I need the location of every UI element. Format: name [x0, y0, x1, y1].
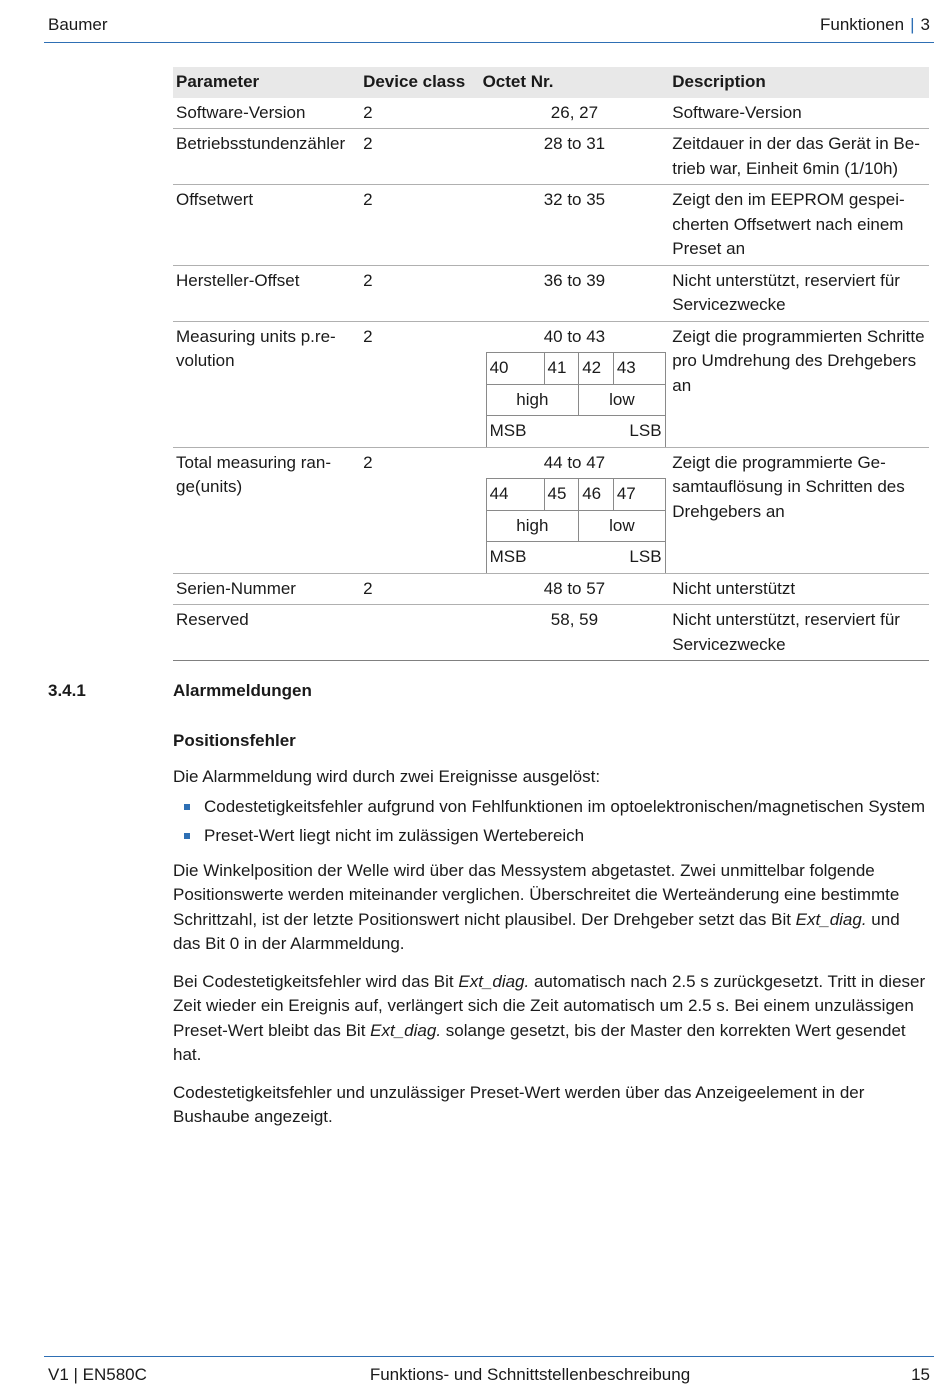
cell-parameter: Offsetwert: [173, 185, 360, 266]
cell-device-class: 2: [360, 265, 479, 321]
parameter-table: [173, 67, 929, 661]
col-header-description: Description: [669, 67, 929, 98]
paragraph-angle-check: [173, 859, 929, 957]
byte-number: 43: [613, 353, 665, 385]
header-chapter-title: Funktionen: [819, 15, 905, 34]
bullet-square-icon: [184, 804, 190, 810]
cell-device-class: 2: [360, 447, 479, 573]
byte-number: 47: [613, 479, 665, 511]
text-run: Die Winkelposition der Welle wird über das Messystem abgetastet. Zwei unmittelbar folgende Positionswerte werden miteinander verglichen. Überschreitet die Werteänderung eine bestimmte Schrittzahl, ist der letzte Positionswert nicht plausibel. Der Drehgeber setzt das Bit: [173, 860, 900, 929]
page-number: 15: [911, 1365, 930, 1384]
msb-label: MSB: [486, 416, 544, 448]
table-row: [173, 265, 929, 321]
lsb-label: LSB: [613, 542, 665, 574]
cell-parameter: Reserved: [173, 605, 360, 661]
byte-number: 45: [544, 479, 579, 511]
byte-number-row: [486, 353, 665, 385]
col-header-parameter: Parameter: [173, 67, 360, 98]
byte-number: 44: [486, 479, 544, 511]
cell-octet: 32 to 35: [480, 185, 670, 266]
msb-label: MSB: [486, 542, 544, 574]
section-title: Alarmmeldungen: [173, 681, 312, 700]
list-item-text: Codestetigkeitsfehler aufgrund von Fehlfunktionen im optoelektronischen/magnetischen System: [204, 796, 926, 816]
table-row: [173, 447, 929, 573]
cell-parameter: Hersteller-Offset: [173, 265, 360, 321]
low-word-label: low: [579, 510, 665, 542]
bit-order-spacer: [544, 416, 613, 448]
table-row: [173, 321, 929, 447]
byte-layout-table: [486, 352, 666, 448]
cell-description: Zeigt den im EEPROM gespeicherten Offsetwert nach einem Preset an: [669, 185, 929, 266]
bit-name: Ext_diag.: [795, 909, 867, 929]
col-header-octet: Octet Nr.: [480, 67, 670, 98]
header-chapter-number: 3: [920, 15, 930, 34]
cell-parameter: Serien-Nummer: [173, 573, 360, 605]
cell-description: Nicht unterstützt, reserviert für Servicezwecke: [669, 605, 929, 661]
bit-name: Ext_diag.: [458, 971, 530, 991]
byte-number: 42: [579, 353, 614, 385]
text-run: solange gesetzt, bis der Master den korrekten Wert gesendet hat.: [173, 1020, 906, 1064]
footer-document-title: Funktions- und Schnittstellenbeschreibung: [369, 1365, 691, 1384]
footer-version: V1 | EN580C: [48, 1365, 147, 1384]
section-number: 3.4.1: [48, 681, 86, 700]
cell-octet: 36 to 39: [480, 265, 670, 321]
header-rule: [44, 42, 934, 43]
cell-parameter: Measuring units p.revolution: [173, 321, 360, 447]
bit-order-row: [486, 416, 665, 448]
cell-octet: 48 to 57: [480, 573, 670, 605]
cell-description: Nicht unterstützt: [669, 573, 929, 605]
cell-description: Zeitdauer in der das Gerät in Betrieb war, Einheit 6min (1/10h): [669, 129, 929, 185]
header-chapter: [820, 14, 930, 36]
bullet-square-icon: [184, 833, 190, 839]
octet-range: 44 to 47: [543, 452, 606, 472]
byte-number: 41: [544, 353, 579, 385]
text-run: und das Bit 0 in der Alarmmeldung.: [173, 909, 900, 953]
cell-device-class: 2: [360, 573, 479, 605]
byte-number-row: [486, 479, 665, 511]
table-row: [173, 129, 929, 185]
col-header-device-class: Device class: [360, 67, 479, 98]
cell-device-class: 2: [360, 321, 479, 447]
header-company: Baumer: [48, 15, 108, 34]
paragraph-display: Codestetigkeitsfehler und unzulässiger Preset-Wert werden über das Anzeigeelement in der Bushaube angezeigt.: [173, 1082, 865, 1126]
intro-paragraph: Die Alarmmeldung wird durch zwei Ereignisse ausgelöst:: [173, 767, 601, 786]
cell-octet: [480, 447, 670, 573]
cell-parameter: Software-Version: [173, 98, 360, 129]
table-row: [173, 185, 929, 266]
cell-description: Software-Version: [669, 98, 929, 129]
cell-octet: 26, 27: [480, 98, 670, 129]
byte-number: 40: [486, 353, 544, 385]
high-word-label: high: [486, 510, 579, 542]
text-run: Bei Codestetigkeitsfehler wird das Bit: [173, 971, 459, 991]
table-header-row: [173, 67, 929, 98]
cell-device-class: 2: [360, 98, 479, 129]
cell-octet: [480, 321, 670, 447]
header-separator: |: [910, 15, 915, 34]
byte-layout-table: [486, 478, 666, 574]
bit-name: Ext_diag.: [370, 1020, 442, 1040]
cell-octet: 28 to 31: [480, 129, 670, 185]
table-row: [173, 98, 929, 129]
footer-rule: [44, 1356, 934, 1357]
cell-description: Zeigt die programmierten Schritte pro Umdrehung des Drehgebers an: [669, 321, 929, 447]
cell-parameter: Total measuring range(units): [173, 447, 360, 573]
cell-parameter: Betriebsstundenzähler: [173, 129, 360, 185]
cell-octet: 58, 59: [480, 605, 670, 661]
word-row: [486, 510, 665, 542]
table-row: [173, 605, 929, 661]
octet-range: 40 to 43: [543, 326, 606, 346]
cell-description: Nicht unterstützt, reserviert für Servicezwecke: [669, 265, 929, 321]
paragraph-reset: [173, 970, 929, 1068]
list-item-text: Preset-Wert liegt nicht im zulässigen Wertebereich: [204, 826, 585, 845]
low-word-label: low: [579, 384, 665, 416]
lsb-label: LSB: [613, 416, 665, 448]
list-item: [173, 795, 929, 820]
byte-number: 46: [579, 479, 614, 511]
table-row: [173, 573, 929, 605]
high-word-label: high: [486, 384, 579, 416]
bit-order-spacer: [544, 542, 613, 574]
cell-device-class: [360, 605, 479, 661]
cell-description: Zeigt die programmierte Gesamtauflösung in Schritten des Drehgebers an: [669, 447, 929, 573]
list-item: [173, 824, 929, 849]
body-text: [173, 765, 929, 1143]
cell-device-class: 2: [360, 185, 479, 266]
event-list: [173, 795, 929, 849]
subsection-title: Positionsfehler: [173, 731, 296, 750]
cell-device-class: 2: [360, 129, 479, 185]
word-row: [486, 384, 665, 416]
bit-order-row: [486, 542, 665, 574]
text-run: automatisch nach 2.5 s zurückgesetzt. Tritt in dieser Zeit wieder ein Ereignis auf, verlängert sich die Zeit automatisch um 2.5 s. Bei einem unzulässigen Preset-Wert bleibt das Bit: [173, 971, 926, 1040]
